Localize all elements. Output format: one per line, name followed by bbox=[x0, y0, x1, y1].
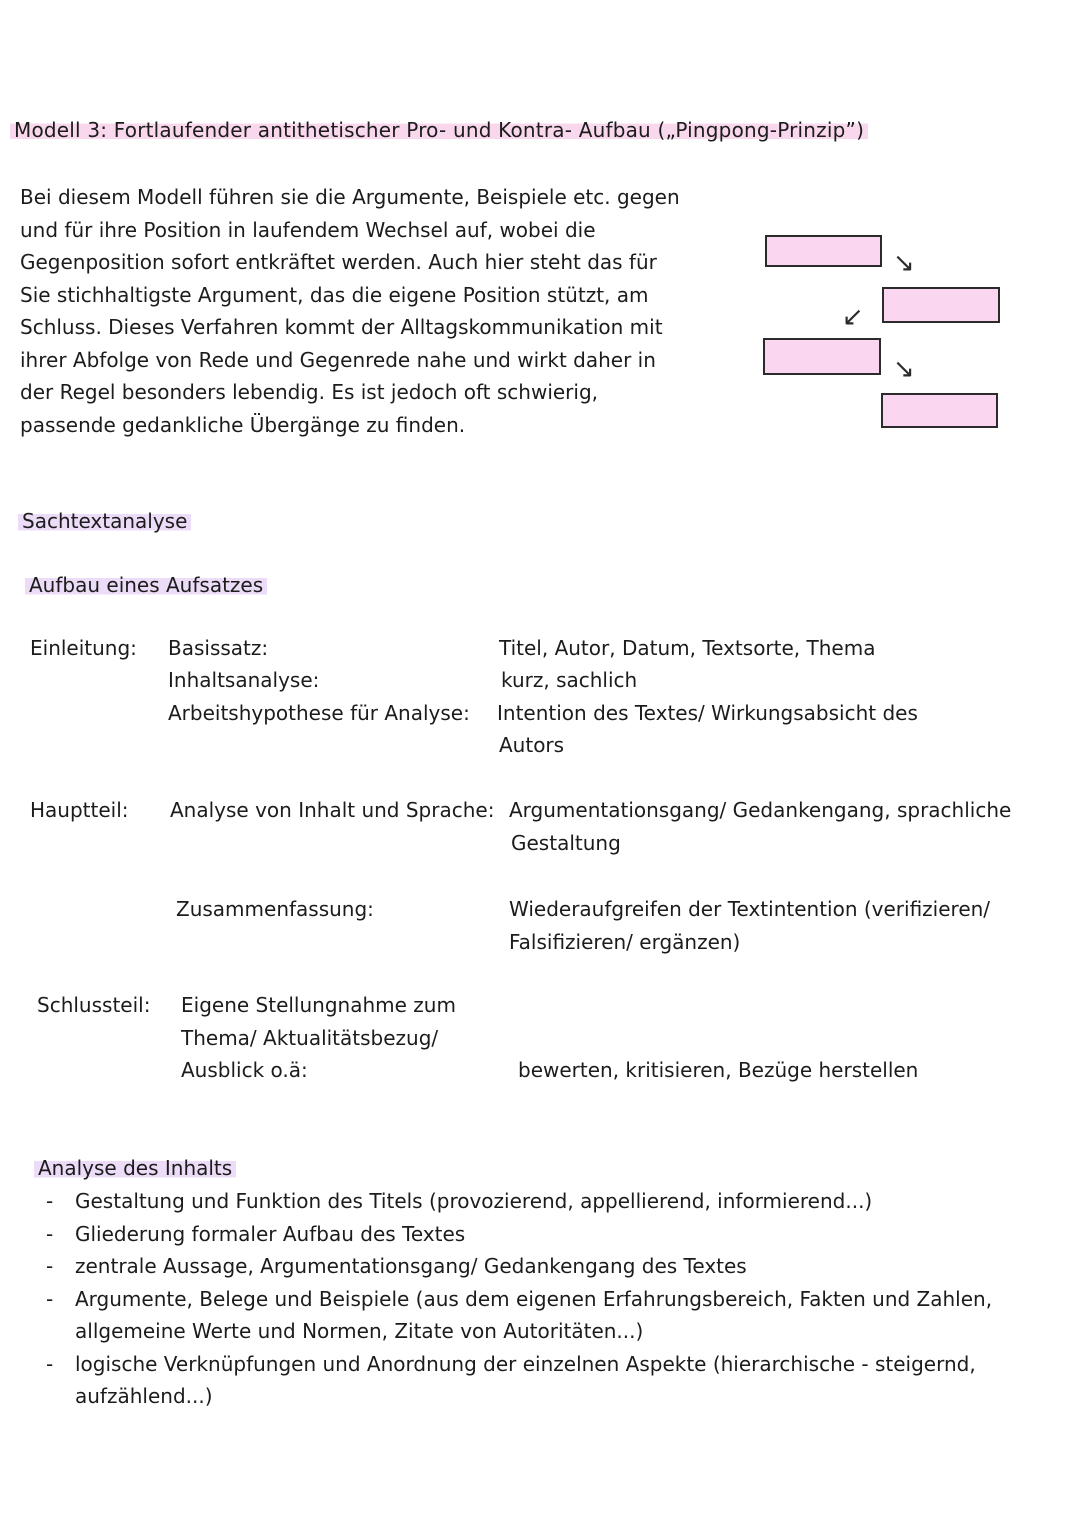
model-heading-text: Modell 3: Fortlaufender antithetischer Pro- und Kontra- Aufbau („Pingpong-Prinzip”) bbox=[10, 118, 868, 142]
intro-paragraph bbox=[20, 181, 720, 441]
intro-line: Sie stichhaltigste Argument, das die eigene Position stützt, am bbox=[20, 282, 649, 307]
list-item bbox=[38, 1283, 1048, 1348]
schlussteil-term: Ausblick o.ä: bbox=[181, 1058, 308, 1082]
einleitung-term: Basissatz: bbox=[168, 636, 269, 660]
list-item bbox=[38, 1218, 1048, 1251]
diagram-box-pro-1 bbox=[765, 235, 882, 267]
schlussteil-label: Schlussteil: bbox=[37, 993, 151, 1017]
subsection-title-text: Aufbau eines Aufsatzes bbox=[25, 573, 267, 597]
diagram-box-pro-2 bbox=[763, 338, 881, 375]
einleitung-desc: Intention des Textes/ Wirkungsabsicht des bbox=[497, 701, 918, 725]
zusammenfassung-desc: Wiederaufgreifen der Textintention (verifizieren/ bbox=[509, 897, 991, 921]
list-item-text: allgemeine Werte und Normen, Zitate von Autoritäten...) bbox=[75, 1319, 644, 1343]
einleitung-desc: Titel, Autor, Datum, Textsorte, Thema bbox=[499, 636, 876, 660]
diagram-box-contra-2 bbox=[881, 393, 998, 428]
zusammenfassung-desc: Falsifizieren/ ergänzen) bbox=[509, 930, 741, 954]
hauptteil-desc: Gestaltung bbox=[511, 831, 621, 855]
list-item-text: Gestaltung und Funktion des Titels (provozierend, appellierend, informierend...) bbox=[75, 1189, 873, 1213]
einleitung-desc-continuation: Autors bbox=[499, 733, 565, 757]
schlussteil-term: Thema/ Aktualitätsbezug/ bbox=[181, 1026, 439, 1050]
einleitung-term: Inhaltsanalyse: bbox=[168, 668, 320, 692]
list-item-text: zentrale Aussage, Argumentationsgang/ Gedankengang des Textes bbox=[75, 1254, 747, 1278]
arrow-down-right-icon: ↘ bbox=[893, 248, 915, 278]
intro-line: Bei diesem Modell führen sie die Argumente, Beispiele etc. gegen bbox=[20, 185, 680, 209]
section-title bbox=[18, 505, 191, 538]
intro-line: und für ihre Position in laufendem Wechsel auf, wobei die bbox=[20, 217, 596, 242]
subsection-title bbox=[25, 569, 267, 602]
intro-line: Schluss. Dieses Verfahren kommt der Alltagskommunikation mit bbox=[20, 315, 663, 339]
analyse-inhalt-title-text: Analyse des Inhalts bbox=[34, 1156, 236, 1180]
zusammenfassung-term: Zusammenfassung: bbox=[176, 897, 374, 921]
schlussteil-desc: bewerten, kritisieren, Bezüge herstellen bbox=[518, 1058, 919, 1082]
section-title-text: Sachtextanalyse bbox=[18, 509, 191, 533]
schlussteil-term: Eigene Stellungnahme zum bbox=[181, 993, 456, 1017]
model-heading bbox=[10, 118, 868, 142]
analyse-inhalt-list bbox=[38, 1185, 1048, 1413]
list-item bbox=[38, 1185, 1048, 1218]
intro-line: ihrer Abfolge von Rede und Gegenrede nahe und wirkt daher in bbox=[20, 347, 656, 372]
hauptteil-desc: Argumentationsgang/ Gedankengang, sprachliche bbox=[509, 798, 1012, 822]
einleitung-desc: kurz, sachlich bbox=[501, 668, 638, 692]
arrow-down-right-icon: ↘ bbox=[893, 354, 915, 384]
list-item bbox=[38, 1348, 1048, 1413]
hauptteil-term: Analyse von Inhalt und Sprache: bbox=[170, 798, 495, 822]
hauptteil-label: Hauptteil: bbox=[30, 798, 129, 822]
einleitung-label: Einleitung: bbox=[30, 636, 137, 660]
arrow-down-left-icon: ↙ bbox=[842, 302, 864, 332]
intro-line: passende gedankliche Übergänge zu finden. bbox=[20, 412, 466, 437]
list-item-text: - Argumente, Belege und Beispiele (aus dem eigenen Erfahrungsbereich, Fakten und Zahlen, bbox=[75, 1286, 993, 1311]
einleitung-term: Arbeitshypothese für Analyse: bbox=[168, 701, 470, 725]
diagram-box-contra-1 bbox=[882, 287, 1000, 323]
intro-line: Gegenposition sofort entkräftet werden. Auch hier steht das für bbox=[20, 250, 657, 274]
list-item-text: Gliederung formaler Aufbau des Textes bbox=[75, 1221, 466, 1246]
list-item-text: aufzählend...) bbox=[75, 1384, 213, 1408]
intro-line: der Regel besonders lebendig. Es ist jedoch oft schwierig, bbox=[20, 380, 599, 404]
analyse-inhalt-title bbox=[34, 1152, 236, 1185]
list-item bbox=[38, 1250, 1048, 1283]
list-item-text: - logische Verknüpfungen und Anordnung der einzelnen Aspekte (hierarchische - steigernd, bbox=[75, 1351, 976, 1376]
